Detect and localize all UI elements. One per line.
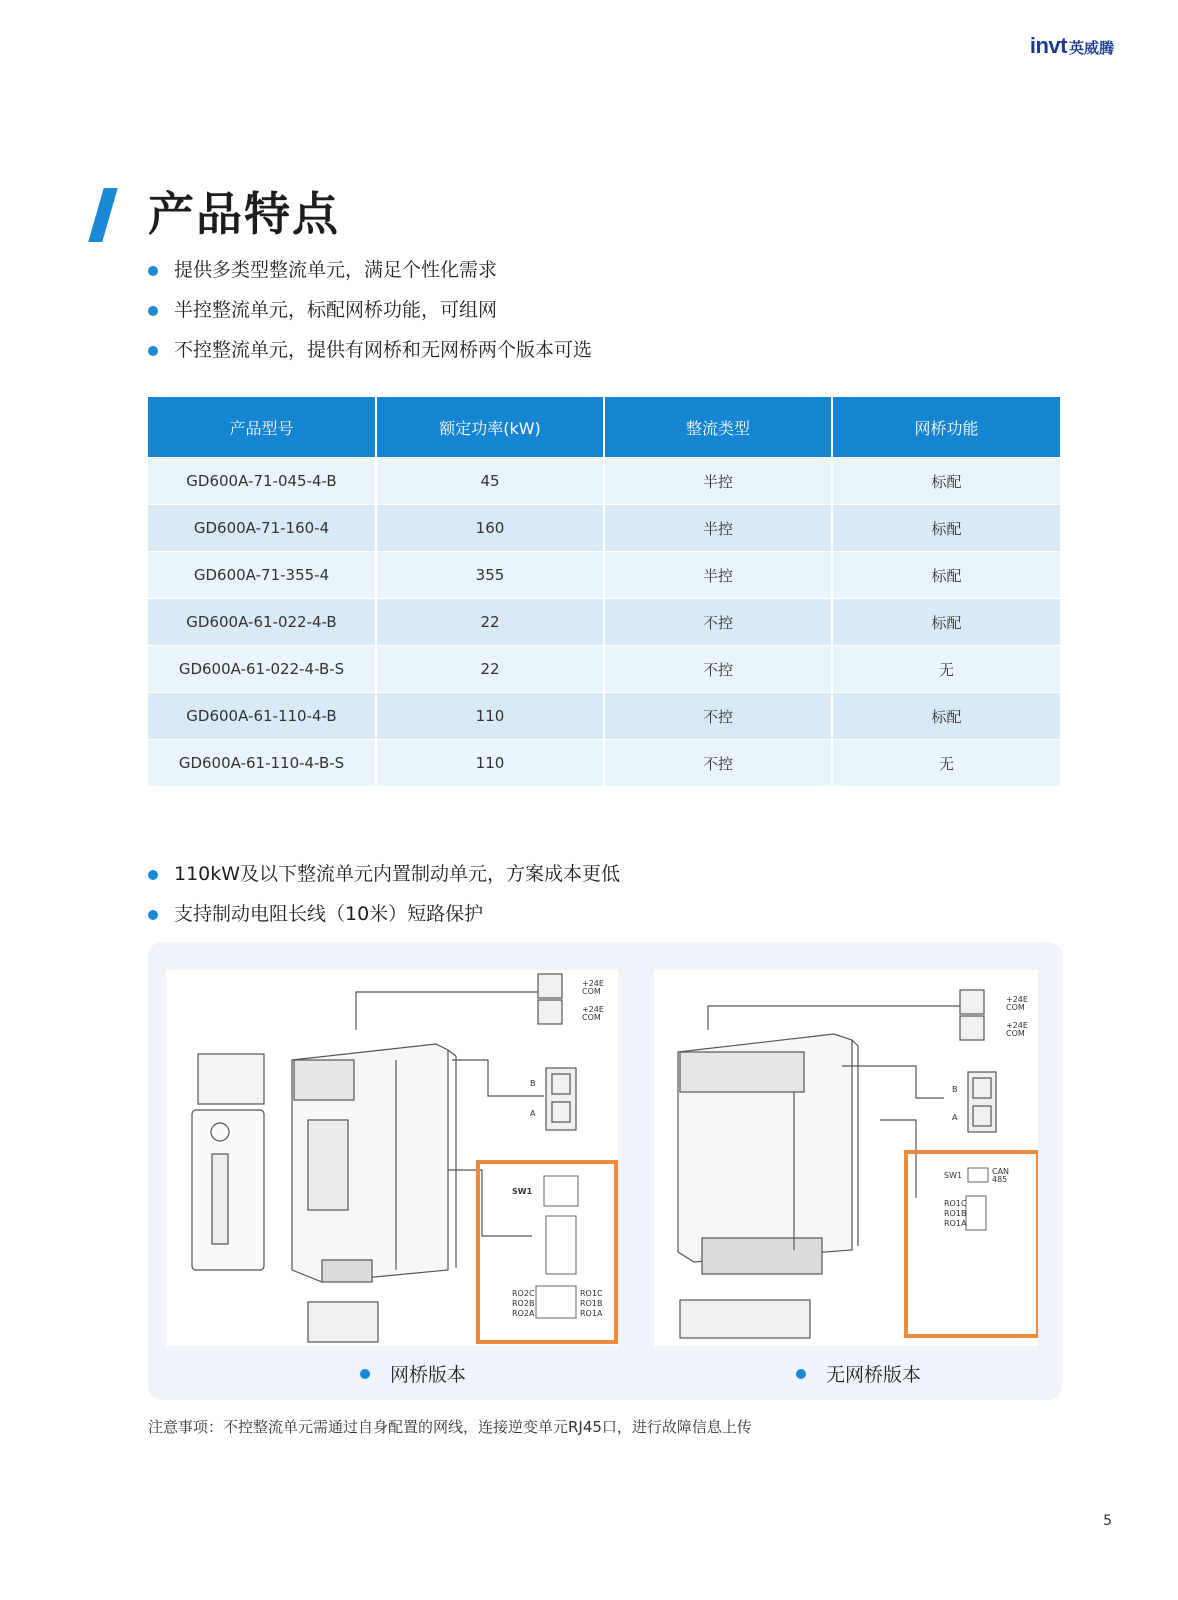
cell-bridge: 标配 bbox=[832, 552, 1060, 599]
label-port-b: B bbox=[952, 1085, 958, 1094]
label-ro1b: RO1B bbox=[580, 1299, 603, 1308]
label-com-2: COM bbox=[582, 1013, 601, 1022]
label-port-b: B bbox=[530, 1079, 536, 1088]
cell-model: GD600A-61-022-4-B bbox=[148, 599, 376, 646]
col-header-model: 产品型号 bbox=[148, 397, 376, 458]
product-spec-table bbox=[148, 397, 1060, 786]
table-row bbox=[148, 458, 1060, 505]
figure-panel bbox=[148, 942, 1062, 1400]
no-bridge-version-illustration bbox=[654, 970, 1038, 1346]
no-bridge-version-drawing bbox=[654, 970, 1038, 1346]
cell-power: 110 bbox=[376, 693, 604, 740]
cell-type: 半控 bbox=[604, 505, 832, 552]
col-header-power: 额定功率(kW) bbox=[376, 397, 604, 458]
label-24e-2: +24E bbox=[582, 1005, 604, 1014]
label-com-1: COM bbox=[582, 987, 601, 996]
brand-logo bbox=[1030, 33, 1114, 59]
label-24e-1: +24E bbox=[1006, 995, 1028, 1004]
cell-type: 不控 bbox=[604, 693, 832, 740]
logo-chinese-name: 英威腾 bbox=[1068, 39, 1114, 57]
cell-power: 355 bbox=[376, 552, 604, 599]
label-can: CAN bbox=[992, 1167, 1010, 1176]
cell-model: GD600A-61-022-4-B-S bbox=[148, 646, 376, 693]
cell-type: 不控 bbox=[604, 740, 832, 787]
cell-power: 22 bbox=[376, 646, 604, 693]
feature-list-top bbox=[148, 256, 592, 376]
label-ro2b: RO2B bbox=[512, 1299, 535, 1308]
cell-type: 不控 bbox=[604, 599, 832, 646]
page-number: 5 bbox=[1103, 1513, 1112, 1529]
cell-type: 不控 bbox=[604, 646, 832, 693]
cell-power: 160 bbox=[376, 505, 604, 552]
cell-model: GD600A-71-355-4 bbox=[148, 552, 376, 599]
feature-list-bottom bbox=[148, 860, 620, 940]
label-port-a: A bbox=[952, 1113, 958, 1122]
feature-item: 支持制动电阻长线（10米）短路保护 bbox=[148, 900, 620, 940]
cell-model: GD600A-71-160-4 bbox=[148, 505, 376, 552]
label-ro1c: RO1C bbox=[944, 1199, 967, 1208]
label-24e-1: +24E bbox=[582, 979, 604, 988]
cell-power: 45 bbox=[376, 458, 604, 505]
cell-bridge: 无 bbox=[832, 646, 1060, 693]
label-com-1: COM bbox=[1006, 1003, 1025, 1012]
bridge-version-drawing bbox=[166, 970, 618, 1346]
page-title: 产品特点 bbox=[148, 187, 340, 241]
caption-no-bridge-version: 无网桥版本 bbox=[796, 1360, 921, 1387]
feature-item: 半控整流单元，标配网桥功能，可组网 bbox=[148, 296, 592, 336]
cell-type: 半控 bbox=[604, 552, 832, 599]
label-ro1a: RO1A bbox=[580, 1309, 603, 1318]
title-accent-slash bbox=[88, 188, 117, 242]
cell-power: 22 bbox=[376, 599, 604, 646]
cell-bridge: 标配 bbox=[832, 505, 1060, 552]
label-ro1c: RO1C bbox=[580, 1289, 603, 1298]
cell-model: GD600A-61-110-4-B bbox=[148, 693, 376, 740]
cell-power: 110 bbox=[376, 740, 604, 787]
label-ro1b: RO1B bbox=[944, 1209, 967, 1218]
cell-model: GD600A-61-110-4-B-S bbox=[148, 740, 376, 787]
table-row bbox=[148, 740, 1060, 787]
cell-bridge: 标配 bbox=[832, 599, 1060, 646]
cell-model: GD600A-71-045-4-B bbox=[148, 458, 376, 505]
cell-bridge: 标配 bbox=[832, 693, 1060, 740]
feature-item: 110kW及以下整流单元内置制动单元，方案成本更低 bbox=[148, 860, 620, 900]
label-24e-2: +24E bbox=[1006, 1021, 1028, 1030]
feature-item: 不控整流单元，提供有网桥和无网桥两个版本可选 bbox=[148, 336, 592, 376]
label-485: 485 bbox=[992, 1175, 1008, 1184]
table-row bbox=[148, 646, 1060, 693]
table-row bbox=[148, 693, 1060, 740]
label-ro2c: RO2C bbox=[512, 1289, 535, 1298]
logo-mark: invt bbox=[1029, 33, 1067, 58]
cell-bridge: 无 bbox=[832, 740, 1060, 787]
label-com-2: COM bbox=[1006, 1029, 1025, 1038]
feature-item: 提供多类型整流单元，满足个性化需求 bbox=[148, 256, 592, 296]
footnote: 注意事项：不控整流单元需通过自身配置的网线，连接逆变单元RJ45口，进行故障信息上传 bbox=[148, 1418, 752, 1436]
label-sw1: SW1 bbox=[512, 1187, 533, 1196]
label-ro1a: RO1A bbox=[944, 1219, 967, 1228]
table-row bbox=[148, 599, 1060, 646]
caption-bridge-version: 网桥版本 bbox=[360, 1360, 466, 1387]
label-ro2a: RO2A bbox=[512, 1309, 535, 1318]
label-port-a: A bbox=[530, 1109, 536, 1118]
table-row bbox=[148, 505, 1060, 552]
col-header-bridge-function: 网桥功能 bbox=[832, 397, 1060, 458]
label-sw1: SW1 bbox=[944, 1171, 963, 1180]
cell-bridge: 标配 bbox=[832, 458, 1060, 505]
table-row bbox=[148, 552, 1060, 599]
col-header-rectifier-type: 整流类型 bbox=[604, 397, 832, 458]
bridge-version-illustration bbox=[166, 970, 618, 1346]
table-header-row bbox=[148, 397, 1060, 458]
cell-type: 半控 bbox=[604, 458, 832, 505]
